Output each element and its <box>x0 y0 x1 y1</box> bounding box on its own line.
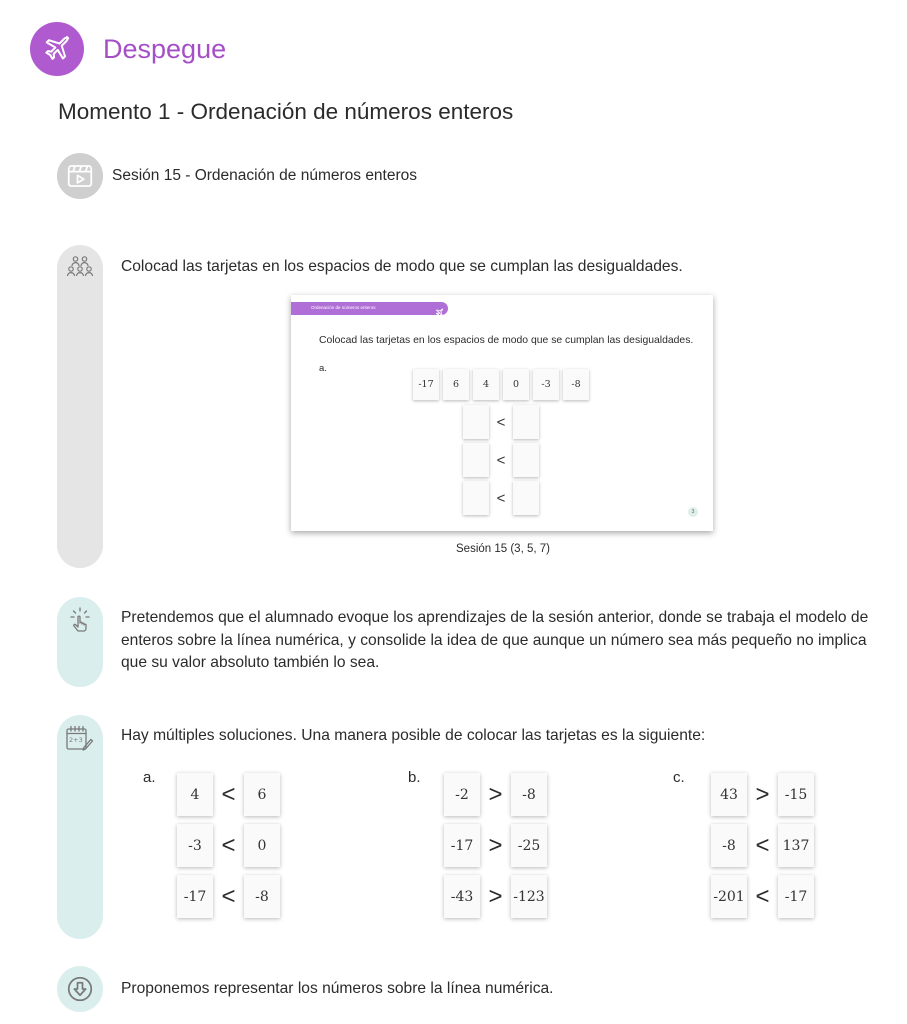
solution-row <box>444 773 547 816</box>
session-row <box>57 153 417 199</box>
inequality-symbol: > <box>755 780 770 808</box>
number-card: -17 <box>444 824 480 867</box>
number-card: -25 <box>511 824 547 867</box>
number-card: -17 <box>177 875 213 918</box>
inequality-symbol: < <box>221 780 236 808</box>
inequality-row <box>463 405 539 439</box>
activity-text: Colocad las tarjetas en los espacios de modo que se cumplan las desigualdades. <box>121 258 683 275</box>
number-card: -123 <box>511 875 547 918</box>
activity-slide <box>291 295 713 531</box>
number-card: -201 <box>711 875 747 918</box>
card-slot[interactable] <box>463 443 489 477</box>
card-slot[interactable] <box>513 481 539 515</box>
solution-row <box>711 773 814 816</box>
number-card: -8 <box>244 875 280 918</box>
number-card: -3 <box>177 824 213 867</box>
solution-row <box>177 773 280 816</box>
arrow-down-circle-icon <box>57 966 103 1012</box>
video-icon <box>57 153 103 199</box>
inequality-symbol: < <box>755 882 770 910</box>
number-card: -17 <box>778 875 814 918</box>
solution-row <box>177 875 280 918</box>
number-card: -8 <box>511 773 547 816</box>
number-card[interactable]: -17 <box>413 369 439 400</box>
card-slot[interactable] <box>463 481 489 515</box>
number-card: 6 <box>244 773 280 816</box>
number-card: 4 <box>177 773 213 816</box>
inequality-symbol: < <box>496 451 506 469</box>
number-card[interactable]: 6 <box>443 369 469 400</box>
slide-caption: Sesión 15 (3, 5, 7) <box>456 543 550 555</box>
airplane-icon <box>30 22 84 76</box>
purpose-line: enteros sobre la línea numérica, y consolide la idea de que aunque un número sea más pequeño no implica <box>121 631 867 649</box>
purpose-pill <box>57 597 103 687</box>
solution-row <box>711 824 814 867</box>
calendar-edit-icon <box>57 725 103 753</box>
slide-title-bar <box>291 302 448 315</box>
slide-page-number: 3 <box>688 507 698 517</box>
purpose-line: Pretendemos que el alumnado evoque los aprendizajes de la sesión anterior, donde se trabaja el modelo de <box>121 609 869 626</box>
slide-card-row <box>413 369 589 400</box>
number-card: 137 <box>778 824 814 867</box>
number-card[interactable]: -8 <box>563 369 589 400</box>
number-card[interactable]: 4 <box>473 369 499 400</box>
section-header <box>30 22 226 76</box>
section-title: Despegue <box>103 33 227 64</box>
purpose-text <box>121 607 868 675</box>
number-card: -43 <box>444 875 480 918</box>
solutions-text: Hay múltiples soluciones. Una manera posible de colocar las tarjetas es la siguiente: <box>121 727 706 744</box>
next-text: Proponemos representar los números sobre la línea numérica. <box>121 980 554 997</box>
moment-title: Momento 1 - Ordenación de números enteros <box>58 99 514 124</box>
inequality-symbol: < <box>221 882 236 910</box>
svg-text:2+3: 2+3 <box>69 736 83 744</box>
number-card[interactable]: -3 <box>533 369 559 400</box>
solution-row <box>177 824 280 867</box>
inequality-symbol: < <box>755 831 770 859</box>
solution-label: a. <box>143 769 156 786</box>
number-card: -2 <box>444 773 480 816</box>
number-card: 43 <box>711 773 747 816</box>
inequality-symbol: < <box>221 831 236 859</box>
tap-icon <box>57 607 103 635</box>
solutions-pill <box>57 715 103 939</box>
inequality-symbol: > <box>488 882 503 910</box>
solution-row <box>711 875 814 918</box>
solution-row <box>444 875 547 918</box>
slide-bar-title: Ordenación de números enteros <box>311 305 376 310</box>
card-slot[interactable] <box>513 405 539 439</box>
number-card: -8 <box>711 824 747 867</box>
inequality-symbol: < <box>496 413 506 431</box>
solution-label: b. <box>408 769 421 786</box>
inequality-row <box>463 481 539 515</box>
inequality-row <box>463 443 539 477</box>
activity-pill <box>57 245 103 568</box>
card-slot[interactable] <box>463 405 489 439</box>
inequality-symbol: > <box>488 780 503 808</box>
inequality-symbol: < <box>496 489 506 507</box>
card-slot[interactable] <box>513 443 539 477</box>
group-icon <box>57 255 103 279</box>
slide-instruction: Colocad las tarjetas en los espacios de modo que se cumplan las desigualdades. <box>319 335 694 346</box>
slide-label: a. <box>319 363 327 374</box>
solution-row <box>444 824 547 867</box>
airplane-icon <box>435 304 444 322</box>
number-card: -15 <box>778 773 814 816</box>
session-label: Sesión 15 - Ordenación de números enteros <box>112 167 418 184</box>
number-card[interactable]: 0 <box>503 369 529 400</box>
solution-label: c. <box>673 769 685 786</box>
number-card: 0 <box>244 824 280 867</box>
inequality-symbol: > <box>488 831 503 859</box>
purpose-line: que su valor absoluto también lo sea. <box>121 654 380 671</box>
